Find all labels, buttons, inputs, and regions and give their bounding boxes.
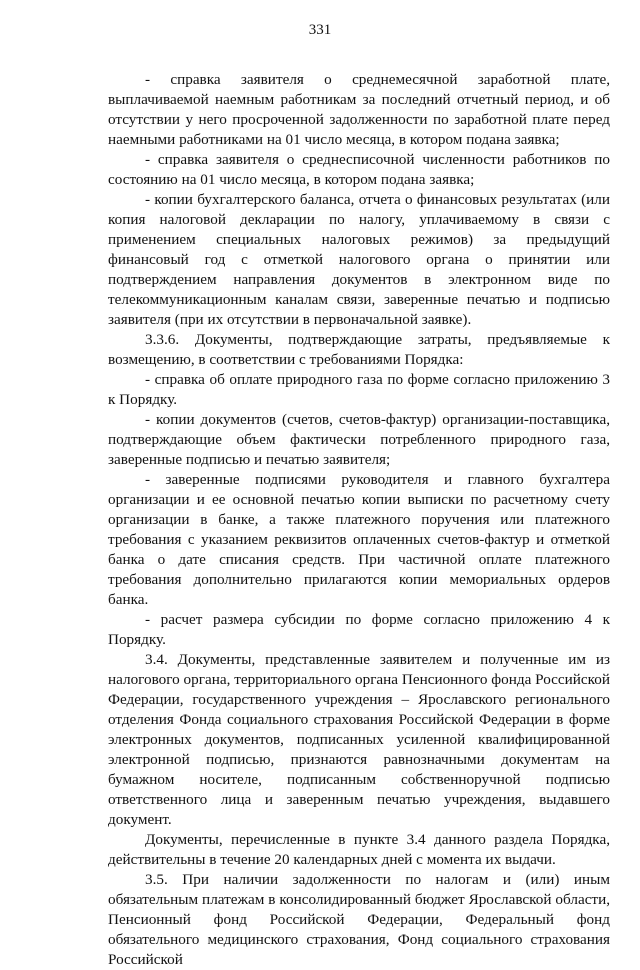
paragraph-balance-sheet-copies: - копии бухгалтерского баланса, отчета о финансовых результатах (или копия налоговой декларации по налогу, уплачиваемому в связи с применением специальных налоговых режимов) за предыдущий финансовый год с отметкой налогового органа о принятии или подтверждением направления документов в электронном виде по телекоммуникационным каналам связи, заверенные печатью и подписью заявителя (при их отсутствии в первоначальной заявке). [108,191,610,328]
paragraph-bank-statement-copies: - заверенные подписями руководителя и главного бухгалтера организации и ее основной печатью копии выписки по расчетному счету организации в банке, а также платежного поручения или платежного требования с указанием реквизитов оплаченных счетов-фактур и отметкой банка о дате списания средств. При частичной оплате платежного требования дополнительно прилагаются копии мемориальных ордеров банка. [108,471,610,608]
paragraph-headcount-certificate: - справка заявителя о среднесписочной численности работников по состоянию на 01 число месяца, в котором подана заявка; [108,151,610,188]
paragraph-salary-certificate: - справка заявителя о среднемесячной заработной плате, выплачиваемой наемным работникам за последний отчетный период, и об отсутствии у него просроченной задолженности по заработной плате перед наемными работниками на 01 число месяца, в котором подана заявка; [108,71,610,148]
paragraph-3-5: 3.5. При наличии задолженности по налогам и (или) иным обязательным платежам в консолидированный бюджет Ярославской области, Пенсионный фонд Российской Федерации, Федеральный фонд обязательного медицинского страхования, Фонд социального страхования Российской [108,871,610,968]
paragraph-3-4: 3.4. Документы, представленные заявителем и полученные им из налогового органа, территориального органа Пенсионного фонда Российской Федерации, государственного учреждения – Ярославского регионального отделения Фонда социального страхования Российской Федерации в форме электронных документов, подписанных усиленной квалифицированной электронной подписью, признаются равнозначными документам на бумажном носителе, подписанным собственноручной подписью ответственного лица и заверенным печатью учреждения, выдавшего документ. [108,651,610,828]
paragraph-gas-payment-certificate: - справка об оплате природного газа по форме согласно приложению 3 к Порядку. [108,371,610,408]
page-number: 331 [308,22,332,38]
paragraph-3-3-6: 3.3.6. Документы, подтверждающие затраты, предъявляемые к возмещению, в соответствии с требованиями Порядка: [108,331,610,368]
paragraph-invoice-copies: - копии документов (счетов, счетов-фактур) организации-поставщика, подтверждающие объем фактически потребленного природного газа, заверенные подписью и печатью заявителя; [108,411,610,468]
paragraph-validity-period: Документы, перечисленные в пункте 3.4 данного раздела Порядка, действительны в течение 20 календарных дней с момента их выдачи. [108,831,610,868]
document-body [108,70,610,970]
paragraph-subsidy-calculation: - расчет размера субсидии по форме согласно приложению 4 к Порядку. [108,611,610,648]
